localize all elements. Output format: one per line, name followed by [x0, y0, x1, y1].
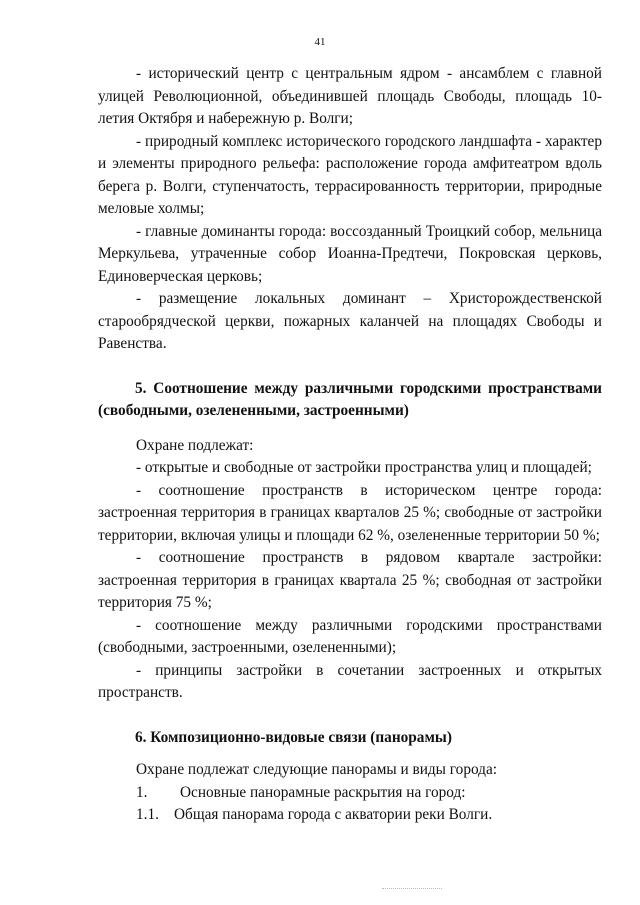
section-5-item: - соотношение между различными городскими пространствами (свободными, застроенными, озелененными);	[98, 616, 602, 656]
list-item-number: 1.	[136, 783, 148, 801]
spacer	[98, 356, 602, 378]
paragraph-main-dominants: - главные доминанты города: воссозданный Троицкий собор, мельница Меркульева, утраченные собор Иоанна-Предтечи, Покровская церковь, Единоверческая церковь;	[98, 222, 602, 285]
section-5-item: - соотношение пространств в историческом центре города: застроенная территория в границах кварталов 25 %; свободные от застройки территории, включая улицы и площади 62 %, озелененные территории 50 %;	[98, 481, 602, 544]
paragraph-historic-center: - исторический центр с центральным ядром - ансамблем с главной улицей Революционной, объединившей площадь Свободы, площадь 10-летия Октября и набережную р. Волги;	[98, 65, 602, 127]
section-6-intro: Охране подлежат следующие панорамы и виды города:	[136, 761, 498, 778]
spacer	[98, 749, 602, 759]
section-5-intro: Охране подлежат:	[136, 436, 254, 454]
scan-artifact	[382, 888, 442, 893]
paragraph-natural-complex: - природный комплекс исторического городского ландшафта - характер и элементы природного рельефа: расположение города амфитеатром вдоль берега р. Волги, ступенчатость, террасированность территории, природные меловые холмы;	[98, 132, 602, 217]
section-5-item: - принципы застройки в сочетании застроенных и открытых пространств.	[98, 661, 602, 701]
page-number: 41	[314, 36, 326, 48]
list-item-text: Общая панорама города с акватории реки Волги.	[174, 806, 493, 823]
section-5-heading: 5. Соотношение между различными городскими пространствами (свободными, озелененными, застроенными)	[98, 379, 602, 419]
list-item-text: Основные панорамные раскрытия на город:	[180, 783, 466, 801]
section-5-item: - открытые и свободные от застройки пространства улиц и площадей;	[136, 459, 592, 476]
section-5-item: - соотношение пространств в рядовом квартале застройки: застроенная территория в границах квартала 25 %; свободная от застройки территория 75 %;	[98, 549, 602, 611]
section-6-heading: 6. Композиционно-видовые связи (панорамы)	[135, 728, 452, 746]
spacer	[98, 423, 602, 435]
list-item	[98, 804, 602, 827]
spacer	[98, 705, 602, 727]
list-item-number: 1.1.	[136, 806, 159, 823]
document-body	[98, 63, 602, 827]
paragraph-local-dominants: - размещение локальных доминант – Христорождественской старообрядческой церкви, пожарных каланчей на площадях Свободы и Равенства.	[98, 290, 602, 352]
list-item	[98, 782, 602, 805]
